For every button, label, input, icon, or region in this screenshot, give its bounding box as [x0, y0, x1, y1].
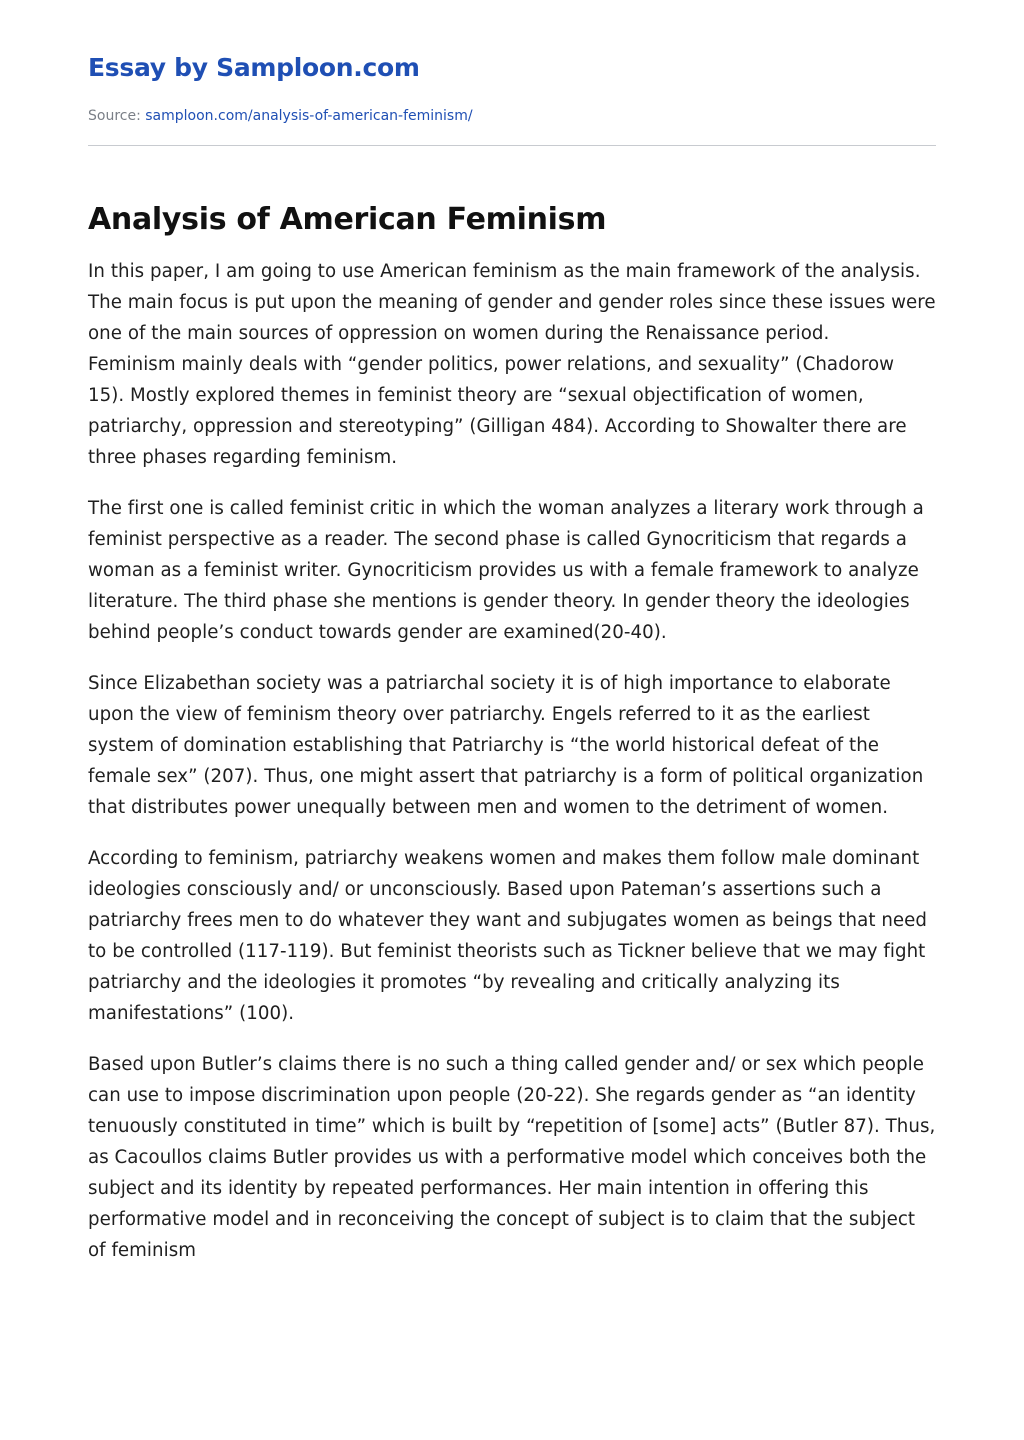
paragraph: According to feminism, patriarchy weakens women and makes them follow male dominant ideologies consciously and/ or unconsciously. Based upon Pateman’s assertions such a patriarchy frees men to do whatever they want and subjugates women as beings that need to be controlled (117-119). But feminist theorists such as Tickner believe that we may fight patriarchy and the ideologies it promotes “by revealing and critically analyzing its manifestations” (100). — [88, 848, 927, 1024]
header-divider — [88, 145, 936, 146]
paragraph: Feminism mainly deals with “gender politics, power relations, and sexuality” (Chadorow 15). Mostly explored themes in feminist theory are “sexual objectification of women, patriarchy, oppression and stereotyping” (Gilligan 484). According to Showalter there are three phases regarding feminism. — [88, 354, 907, 468]
paragraph: Based upon Butler’s claims there is no such a thing called gender and/ or sex which people can use to impose discrimination upon people (20-22). She regards gender as “an identity tenuously constituted in time” which is built by “repetition of [some] acts” (Butler 87). Thus, as Cacoullos claims Butler provides us with a performative model which conceives both the subject and its identity by repeated performances. Her main intention in offering this performative model and in reconceiving the concept of subject is to claim that the subject of feminism — [88, 1054, 936, 1261]
essay-title: Analysis of American Feminism — [88, 202, 607, 237]
source-line — [88, 106, 936, 126]
site-brand[interactable]: Essay by Samploon.com — [88, 53, 420, 82]
paragraph: Since Elizabethan society was a patriarchal society it is of high importance to elaborate upon the view of feminism theory over patriarchy. Engels referred to it as the earliest system of domination establishing that Patriarchy is “the world historical defeat of the female sex” (207). Thus, one might assert that patriarchy is a form of political organization that distributes power unequally between men and women to the detriment of women. — [88, 673, 924, 818]
paragraph: In this paper, I am going to use American feminism as the main framework of the analysis. The main focus is put upon the meaning of gender and gender roles since these issues were one of the main sources of oppression on women during the Renaissance period. — [88, 261, 936, 344]
source-label: Source: — [88, 108, 141, 124]
essay-body — [88, 256, 936, 1266]
source-link[interactable]: samploon.com/analysis-of-american-feminism/ — [145, 108, 473, 124]
paragraph: The first one is called feminist critic in which the woman analyzes a literary work through a feminist perspective as a reader. The second phase is called Gynocriticism that regards a woman as a feminist writer. Gynocriticism provides us with a female framework to analyze literature. The third phase she mentions is gender theory. In gender theory the ideologies behind people’s conduct towards gender are examined(20-40). — [88, 498, 924, 643]
